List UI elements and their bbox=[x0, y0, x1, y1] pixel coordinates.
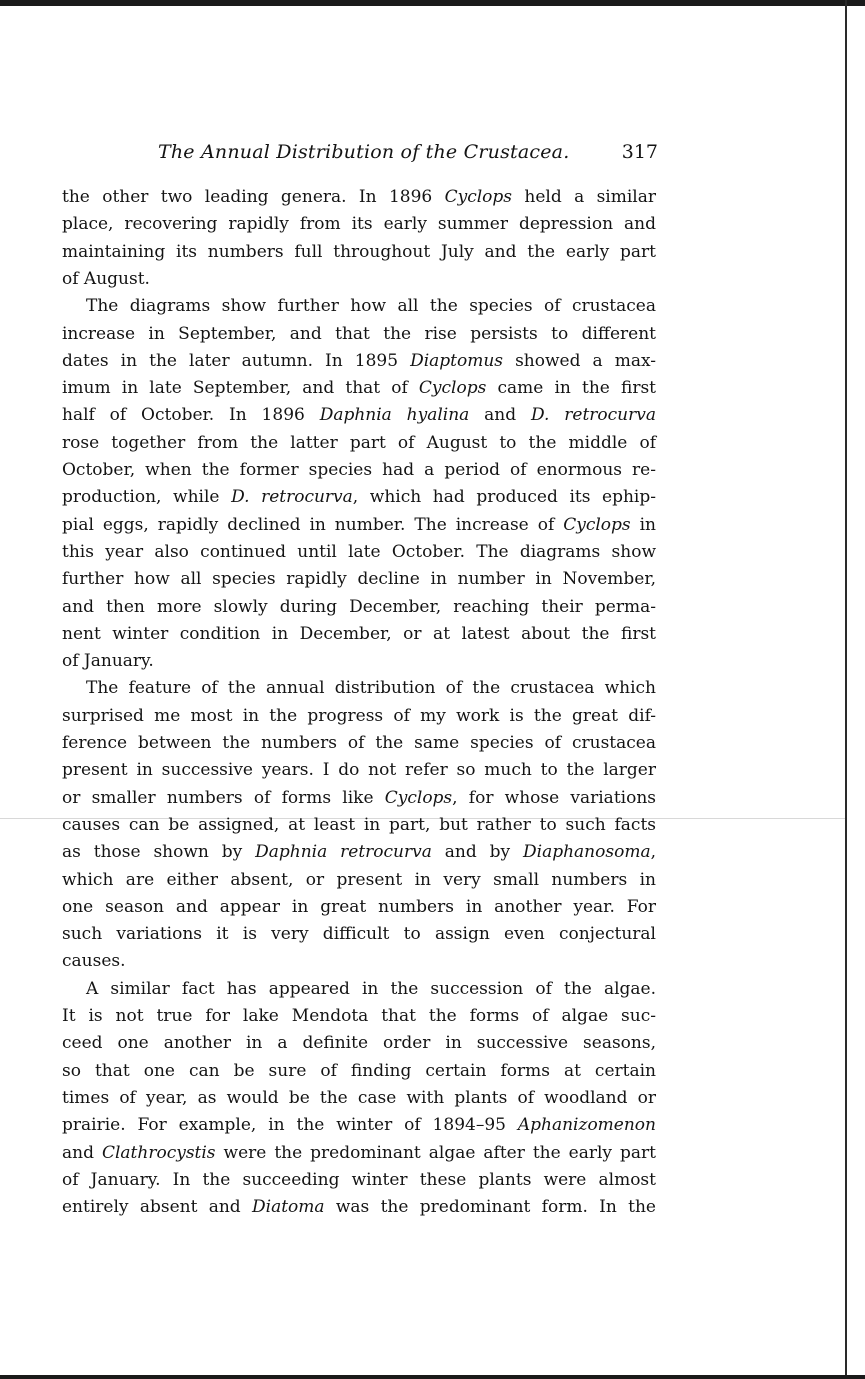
text-line: of January. In the succeeding winter these plants were almost bbox=[62, 1169, 656, 1190]
italic-term: Cyclops bbox=[418, 378, 487, 399]
text-line: times of year, as would be the case with plants of woodland or bbox=[62, 1087, 656, 1108]
page-number: 317 bbox=[621, 141, 658, 163]
text-line: maintaining its numbers full throughout July and the early part bbox=[62, 241, 656, 262]
text-line: It is not true for lake Mendota that the forms of algae suc- bbox=[62, 1006, 656, 1026]
text-line: as those shown by Daphnia retrocurva and by Diaphanosoma, bbox=[62, 842, 656, 863]
text-line: prairie. For example, in the winter of 1894–95 Aphanizomenon bbox=[62, 1115, 656, 1136]
text-line: surprised me most in the progress of my work is the great dif- bbox=[62, 705, 656, 726]
italic-term: Daphnia retrocurva bbox=[255, 842, 432, 863]
text-line: nent winter condition in December, or at latest about the first bbox=[62, 623, 656, 644]
text-line: imum in late September, and that of Cyclops came in the first bbox=[62, 378, 656, 399]
text-line: present in successive years. I do not refer so much to the larger bbox=[62, 760, 656, 781]
text-line: The feature of the annual distribution of the crustacea which bbox=[86, 678, 656, 699]
text-line: of January. bbox=[62, 651, 154, 672]
text-line: A similar fact has appeared in the succession of the algae. bbox=[86, 978, 656, 999]
right-border bbox=[845, 0, 847, 1379]
text-line: half of October. In 1896 Daphnia hyalina and D. retrocurva bbox=[62, 405, 656, 426]
italic-term: Cyclops bbox=[444, 187, 512, 207]
text-line: rose together from the latter part of August to the middle of bbox=[62, 432, 656, 453]
italic-term: Cyclops bbox=[384, 787, 453, 808]
text-line: ceed one another in a definite order in successive seasons, bbox=[62, 1033, 656, 1054]
italic-term: Aphanizomenon bbox=[517, 1115, 656, 1136]
text-line: ference between the numbers of the same species of crustacea bbox=[62, 733, 656, 753]
running-title: The Annual Distribution of the Crustacea. bbox=[158, 141, 570, 163]
text-line: the other two leading genera. In 1896 Cyclops held a similar bbox=[62, 187, 656, 207]
italic-term: Diatoma bbox=[252, 1197, 325, 1218]
text-line: this year also continued until late October. The diagrams show bbox=[62, 541, 656, 562]
text-line: entirely absent and Diatoma was the predominant form. In the bbox=[62, 1197, 656, 1218]
italic-term: Cyclops bbox=[563, 514, 631, 535]
text-line: increase in September, and that the rise persists to different bbox=[62, 323, 656, 344]
italic-term: Diaptomus bbox=[410, 350, 504, 371]
italic-term: Clathrocystis bbox=[101, 1142, 216, 1163]
text-line: of August. bbox=[62, 268, 150, 289]
text-line: and then more slowly during December, reaching their perma- bbox=[62, 596, 656, 617]
text-line: one season and appear in great numbers in another year. For bbox=[62, 896, 656, 917]
text-line: dates in the later autumn. In 1895 Diaptomus showed a max- bbox=[62, 350, 656, 371]
text-line: so that one can be sure of finding certain forms at certain bbox=[62, 1060, 656, 1081]
text-line: causes can be assigned, at least in part, but rather to such facts bbox=[62, 814, 656, 835]
text-line: place, recovering rapidly from its early summer depression and bbox=[62, 214, 656, 235]
text-line: causes. bbox=[62, 951, 126, 972]
text-line: which are either absent, or present in very small numbers in bbox=[62, 869, 656, 890]
text-line: pial eggs, rapidly declined in number. The increase of Cyclops in bbox=[62, 514, 656, 535]
text-line: further how all species rapidly decline in number in November, bbox=[62, 569, 656, 590]
text-line: or smaller numbers of forms like Cyclops, for whose variations bbox=[62, 787, 656, 808]
italic-term: D. retrocurva bbox=[531, 405, 656, 426]
top-border bbox=[0, 0, 865, 6]
italic-term: Daphnia hyalina bbox=[319, 405, 470, 426]
text-line: and Clathrocystis were the predominant algae after the early part bbox=[62, 1142, 656, 1163]
text-line: production, while D. retrocurva, which had produced its ephip- bbox=[62, 487, 656, 508]
text-line: October, when the former species had a period of enormous re- bbox=[62, 460, 656, 480]
italic-term: Diaphanosoma bbox=[523, 842, 651, 863]
text-line: such variations it is very difficult to assign even conjectural bbox=[62, 924, 656, 945]
text-line: The diagrams show further how all the species of crustacea bbox=[86, 296, 656, 317]
italic-term: D. retrocurva bbox=[231, 487, 353, 508]
bottom-border bbox=[0, 1375, 865, 1379]
page-header bbox=[158, 136, 658, 168]
